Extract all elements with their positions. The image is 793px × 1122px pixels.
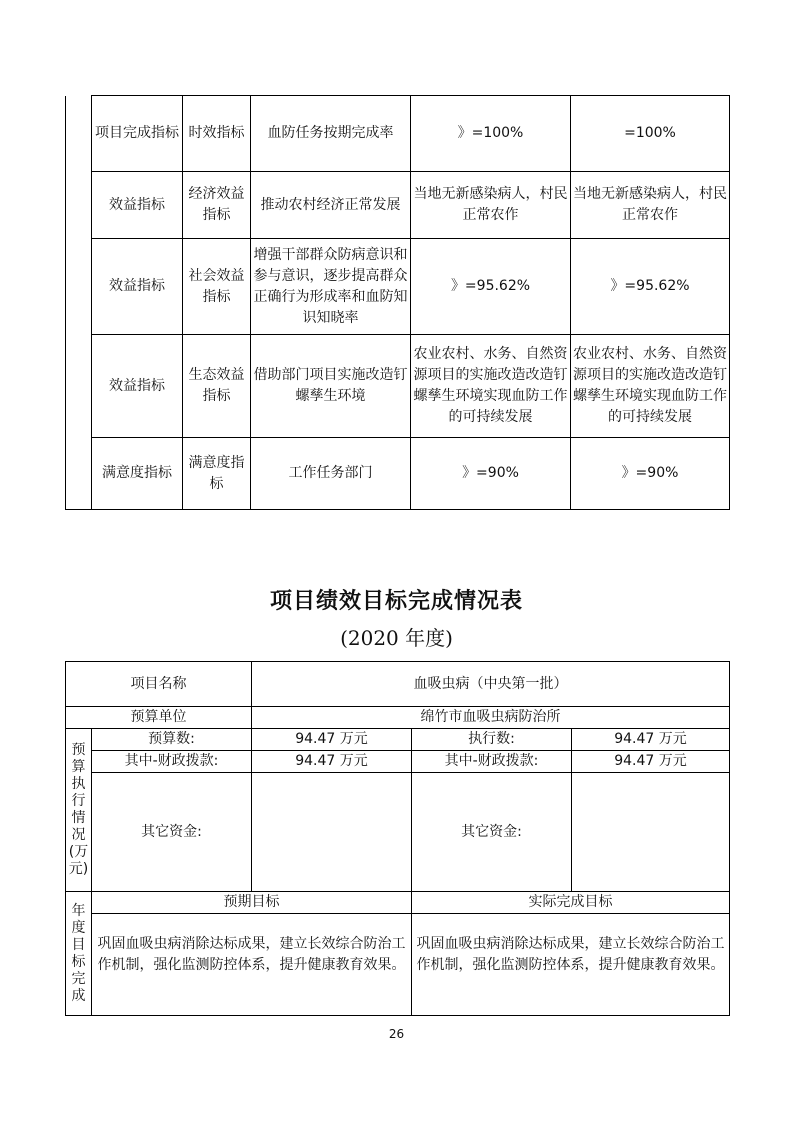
indicator-level2: 效益指标 [92, 172, 183, 239]
fiscal-label: 其中-财政拨款: [92, 751, 252, 773]
budget-value: 94.47 万元 [252, 729, 412, 751]
indicator-level2: 效益指标 [92, 335, 183, 438]
budget-unit-label: 预算单位 [66, 707, 252, 729]
indicator-level2: 满意度指标 [92, 438, 183, 510]
indicator-content: 血防任务按期完成率 [251, 96, 411, 172]
table-row [66, 751, 730, 773]
project-name-label: 项目名称 [66, 662, 252, 707]
table-row [66, 239, 730, 335]
table-row [66, 172, 730, 239]
fiscal-value: 94.47 万元 [252, 751, 412, 773]
table-row [66, 707, 730, 729]
project-summary-table [65, 661, 730, 1016]
target-value: 农业农村、水务、自然资源项目的实施改造改造钉螺孳生环境实现血防工作的可持续发展 [411, 335, 571, 438]
expected-target-text: 巩固血吸虫病消除达标成果，建立长效综合防治工作机制，强化监测防控体系，提升健康教育效果。 [92, 914, 412, 1016]
indicator-level2: 项目完成指标 [92, 96, 183, 172]
indicator-level2: 效益指标 [92, 239, 183, 335]
target-value: 》=90% [411, 438, 571, 510]
expected-target-label: 预期目标 [92, 892, 412, 914]
indicator-level3: 社会效益指标 [183, 239, 251, 335]
actual-target-text: 巩固血吸虫病消除达标成果，建立长效综合防治工作机制，强化监测防控体系，提升健康教育效果。 [412, 914, 730, 1016]
actual-value: 当地无新感染病人，村民正常农作 [571, 172, 730, 239]
indicator-content: 工作任务部门 [251, 438, 411, 510]
exec-label: 执行数: [412, 729, 572, 751]
table-row [66, 662, 730, 707]
table-row [66, 335, 730, 438]
table-row [66, 438, 730, 510]
indicator-content: 增强干部群众防病意识和参与意识，逐步提高群众正确行为形成率和血防知识知晓率 [251, 239, 411, 335]
target-value: 》=95.62% [411, 239, 571, 335]
performance-indicators-table [65, 95, 730, 510]
fiscal-value: 94.47 万元 [572, 751, 730, 773]
other-funds-label: 其它资金: [412, 773, 572, 892]
actual-value: 》=90% [571, 438, 730, 510]
annual-target-label: 年度目标完成 [66, 892, 92, 1016]
indicator-level3: 时效指标 [183, 96, 251, 172]
table-row [66, 773, 730, 892]
other-funds-label: 其它资金: [92, 773, 252, 892]
actual-value: =100% [571, 96, 730, 172]
indicator-content: 推动农村经济正常发展 [251, 172, 411, 239]
table-row [66, 96, 730, 172]
target-value: 当地无新感染病人，村民正常农作 [411, 172, 571, 239]
indicator-level3: 经济效益指标 [183, 172, 251, 239]
page-title: 项目绩效目标完成情况表 [269, 589, 523, 614]
actual-value: 》=95.62% [571, 239, 730, 335]
indicator-level3: 生态效益指标 [183, 335, 251, 438]
indicator-content: 借助部门项目实施改造钉螺孳生环境 [251, 335, 411, 438]
exec-value: 94.47 万元 [572, 729, 730, 751]
budget-unit-value: 绵竹市血吸虫病防治所 [252, 707, 730, 729]
table-row [66, 914, 730, 1016]
actual-target-label: 实际完成目标 [412, 892, 730, 914]
page-number: 26 [388, 1027, 405, 1041]
other-funds-value [252, 773, 412, 892]
table-row [66, 892, 730, 914]
budget-exec-label: 预算执行情况(万元) [66, 729, 92, 892]
budget-label: 预算数: [92, 729, 252, 751]
merged-first-column [66, 96, 92, 510]
table-row [66, 729, 730, 751]
project-name-value: 血吸虫病（中央第一批） [252, 662, 730, 707]
fiscal-label: 其中-财政拨款: [412, 751, 572, 773]
target-value: 》=100% [411, 96, 571, 172]
other-funds-value [572, 773, 730, 892]
indicator-level3: 满意度指标 [183, 438, 251, 510]
page-subtitle: (2020 年度) [340, 626, 453, 650]
actual-value: 农业农村、水务、自然资源项目的实施改造改造钉螺孳生环境实现血防工作的可持续发展 [571, 335, 730, 438]
